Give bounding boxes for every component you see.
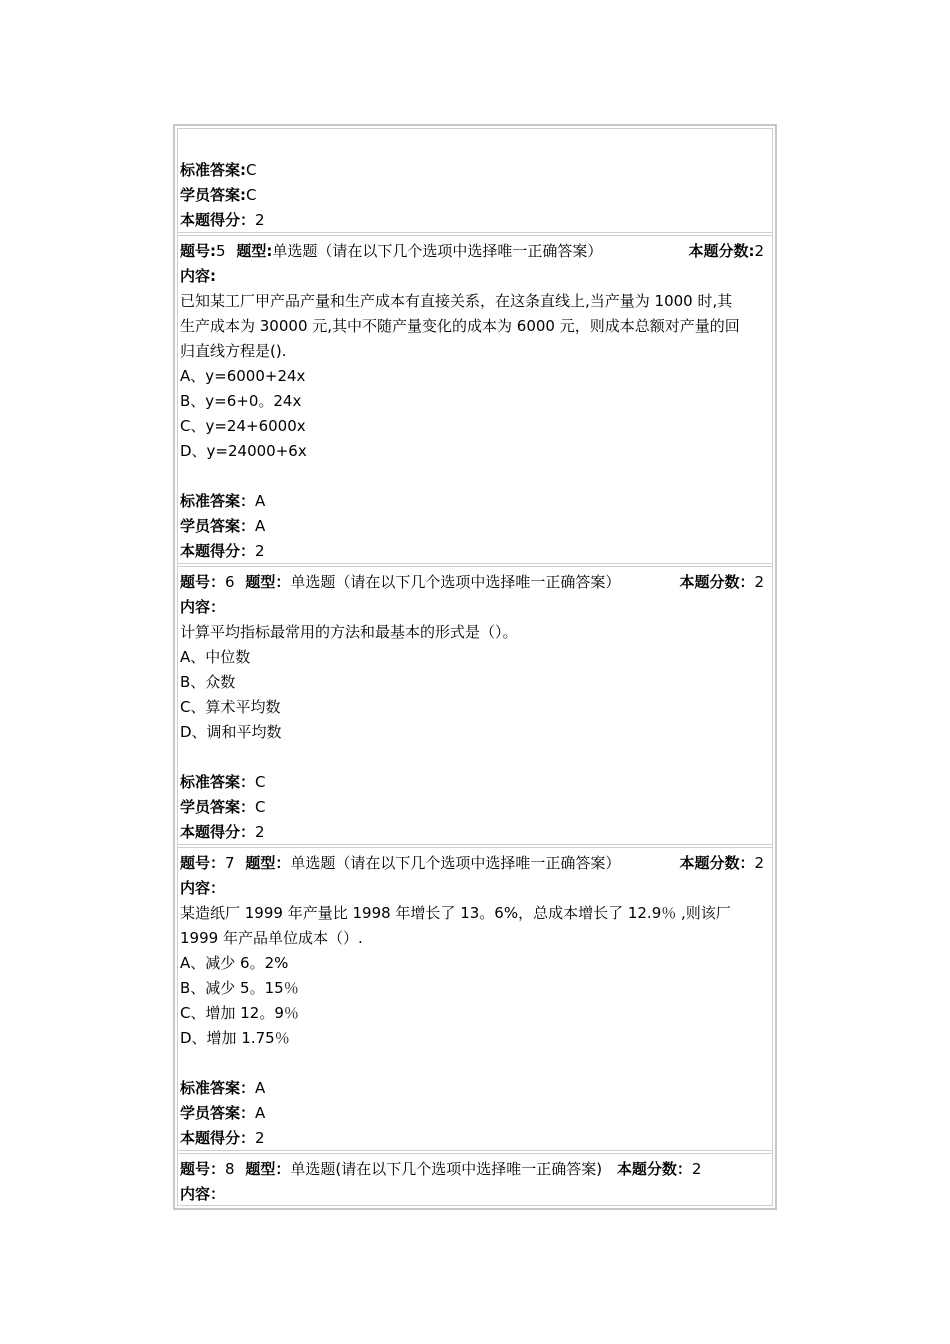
q6-header: 题号：6 题型：单选题（请在以下几个选项中选择唯一正确答案） 本题分数：2 [180, 573, 764, 591]
q5-option-a: A、y=6000+24x [180, 367, 306, 385]
q7-text-line-2: 1999 年产品单位成本（）. [180, 929, 363, 947]
q7-standard-answer: 标准答案：A [180, 1079, 266, 1097]
q7-header: 题号：7 题型：单选题（请在以下几个选项中选择唯一正确答案） 本题分数：2 [180, 854, 764, 872]
q8-content-label: 内容： [180, 1185, 226, 1203]
answer-sheet-frame [173, 124, 777, 1210]
q5-text-line-2: 生产成本为 30000 元,其中不随产量变化的成本为 6000 元，则成本总额对产量的回 [180, 317, 740, 335]
separator [178, 232, 772, 236]
q5-option-c: C、y=24+6000x [180, 417, 306, 435]
answer-sheet [177, 128, 773, 1206]
prev-score: 本题得分：2 [180, 211, 265, 229]
q6-option-b: B、众数 [180, 673, 236, 691]
q5-content-label: 内容: [180, 267, 216, 285]
q7-option-d: D、增加 1.75％ [180, 1029, 290, 1047]
q7-score: 本题得分：2 [180, 1129, 265, 1147]
q5-student-answer: 学员答案：A [180, 517, 266, 535]
q5-option-d: D、y=24000+6x [180, 442, 307, 460]
prev-student-answer: 学员答案:C [180, 186, 257, 204]
q5-option-b: B、y=6+0。24x [180, 392, 302, 410]
q7-option-a: A、减少 6。2% [180, 954, 289, 972]
q7-student-answer: 学员答案：A [180, 1104, 266, 1122]
prev-standard-answer: 标准答案:C [180, 161, 257, 179]
q6-content-label: 内容： [180, 598, 226, 616]
q5-text-line-1: 已知某工厂甲产品产量和生产成本有直接关系，在这条直线上,当产量为 1000 时,其 [180, 292, 733, 310]
q5-standard-answer: 标准答案：A [180, 492, 266, 510]
q7-option-c: C、增加 12。9％ [180, 1004, 299, 1022]
q6-text-line-1: 计算平均指标最常用的方法和最基本的形式是（）。 [180, 623, 518, 641]
q6-option-a: A、中位数 [180, 648, 251, 666]
separator [178, 844, 772, 848]
q6-student-answer: 学员答案：C [180, 798, 266, 816]
q7-text-line-1: 某造纸厂 1999 年产量比 1998 年增长了 13。6%，总成本增长了 12.9％ ,则该厂 [180, 904, 731, 922]
q6-option-c: C、算术平均数 [180, 698, 281, 716]
q7-option-b: B、减少 5。15％ [180, 979, 299, 997]
q6-score: 本题得分：2 [180, 823, 265, 841]
separator [178, 563, 772, 567]
separator [178, 1150, 772, 1154]
q6-standard-answer: 标准答案：C [180, 773, 266, 791]
q8-header: 题号：8 题型：单选题(请在以下几个选项中选择唯一正确答案) 本题分数：2 [180, 1160, 702, 1178]
q7-content-label: 内容： [180, 879, 226, 897]
q5-text-line-3: 归直线方程是(). [180, 342, 287, 360]
q5-score: 本题得分：2 [180, 542, 265, 560]
q5-header: 题号:5 题型:单选题（请在以下几个选项中选择唯一正确答案） 本题分数:2 [180, 242, 764, 260]
q6-option-d: D、调和平均数 [180, 723, 282, 741]
